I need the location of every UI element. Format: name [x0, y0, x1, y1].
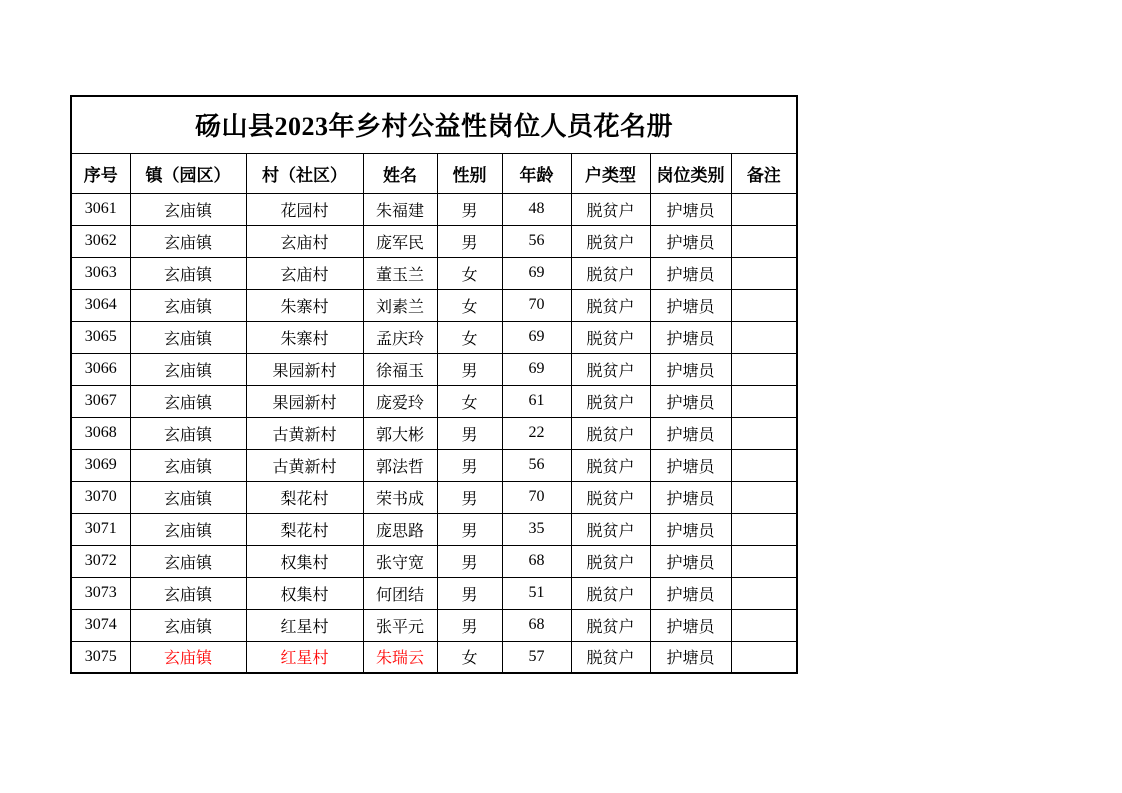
table-row	[71, 545, 797, 577]
table-cell: 果园新村	[246, 385, 363, 417]
table-row	[71, 257, 797, 289]
table-cell: 48	[502, 193, 571, 225]
table-cell: 梨花村	[246, 513, 363, 545]
table-row	[71, 577, 797, 609]
table-cell: 古黄新村	[246, 449, 363, 481]
roster-table	[70, 95, 798, 674]
table-cell: 护塘员	[650, 481, 731, 513]
table-cell: 51	[502, 577, 571, 609]
table-cell: 脱贫户	[571, 481, 650, 513]
table-cell: 脱贫户	[571, 513, 650, 545]
table-cell: 68	[502, 545, 571, 577]
table-cell	[731, 641, 797, 673]
table-cell: 22	[502, 417, 571, 449]
table-cell: 68	[502, 609, 571, 641]
table-cell: 3065	[71, 321, 130, 353]
table-cell: 35	[502, 513, 571, 545]
table-cell: 脱贫户	[571, 577, 650, 609]
table-cell: 脱贫户	[571, 225, 650, 257]
table-cell: 权集村	[246, 545, 363, 577]
table-cell: 3061	[71, 193, 130, 225]
table-cell: 护塘员	[650, 609, 731, 641]
title-row	[71, 96, 797, 153]
table-cell: 玄庙镇	[130, 257, 246, 289]
table-cell: 庞军民	[363, 225, 437, 257]
table-cell	[731, 545, 797, 577]
column-header-name: 姓名	[363, 153, 437, 193]
table-cell: 权集村	[246, 577, 363, 609]
table-cell: 玄庙镇	[130, 289, 246, 321]
table-cell: 69	[502, 257, 571, 289]
table-cell: 56	[502, 449, 571, 481]
table-cell: 玄庙村	[246, 257, 363, 289]
table-cell: 69	[502, 321, 571, 353]
table-cell: 玄庙镇	[130, 609, 246, 641]
table-cell: 3072	[71, 545, 130, 577]
table-cell: 护塘员	[650, 193, 731, 225]
table-row	[71, 321, 797, 353]
table-cell: 男	[437, 481, 502, 513]
table-row	[71, 513, 797, 545]
table-cell: 玄庙镇	[130, 321, 246, 353]
table-row	[71, 481, 797, 513]
table-cell: 玄庙村	[246, 225, 363, 257]
table-cell: 3073	[71, 577, 130, 609]
table-cell: 3070	[71, 481, 130, 513]
table-cell	[731, 513, 797, 545]
table-cell: 护塘员	[650, 449, 731, 481]
table-cell: 护塘员	[650, 225, 731, 257]
table-cell: 荣书成	[363, 481, 437, 513]
table-cell: 玄庙镇	[130, 481, 246, 513]
table-cell: 男	[437, 353, 502, 385]
table-cell: 护塘员	[650, 321, 731, 353]
table-cell: 朱福建	[363, 193, 437, 225]
table-cell: 护塘员	[650, 641, 731, 673]
table-cell: 3075	[71, 641, 130, 673]
table-cell: 果园新村	[246, 353, 363, 385]
table-cell: 红星村	[246, 609, 363, 641]
table-cell: 朱寨村	[246, 289, 363, 321]
table-cell: 男	[437, 577, 502, 609]
table-cell: 女	[437, 321, 502, 353]
column-header-remarks: 备注	[731, 153, 797, 193]
table-cell: 红星村	[246, 641, 363, 673]
roster-table-container	[70, 95, 798, 674]
table-cell: 张平元	[363, 609, 437, 641]
column-header-age: 年龄	[502, 153, 571, 193]
table-cell: 护塘员	[650, 545, 731, 577]
table-cell: 脱贫户	[571, 545, 650, 577]
column-header-village: 村（社区）	[246, 153, 363, 193]
table-cell: 玄庙镇	[130, 641, 246, 673]
table-cell: 女	[437, 385, 502, 417]
table-cell	[731, 289, 797, 321]
table-cell: 57	[502, 641, 571, 673]
table-cell: 脱贫户	[571, 417, 650, 449]
table-row	[71, 385, 797, 417]
table-cell: 56	[502, 225, 571, 257]
table-cell: 郭法哲	[363, 449, 437, 481]
table-cell	[731, 449, 797, 481]
table-cell: 70	[502, 289, 571, 321]
column-header-serial: 序号	[71, 153, 130, 193]
table-cell: 3074	[71, 609, 130, 641]
table-cell: 女	[437, 289, 502, 321]
table-cell: 3066	[71, 353, 130, 385]
table-cell: 玄庙镇	[130, 449, 246, 481]
table-cell: 护塘员	[650, 289, 731, 321]
table-cell: 脱贫户	[571, 193, 650, 225]
table-cell: 护塘员	[650, 385, 731, 417]
column-header-town: 镇（园区）	[130, 153, 246, 193]
table-cell: 脱贫户	[571, 385, 650, 417]
table-cell: 玄庙镇	[130, 385, 246, 417]
table-cell: 玄庙镇	[130, 417, 246, 449]
table-cell	[731, 193, 797, 225]
table-cell: 护塘员	[650, 513, 731, 545]
column-header-position-type: 岗位类别	[650, 153, 731, 193]
table-cell: 3064	[71, 289, 130, 321]
column-header-household-type: 户类型	[571, 153, 650, 193]
table-row	[71, 449, 797, 481]
table-cell: 男	[437, 417, 502, 449]
table-cell: 古黄新村	[246, 417, 363, 449]
table-cell: 69	[502, 353, 571, 385]
table-cell: 脱贫户	[571, 609, 650, 641]
table-cell: 男	[437, 449, 502, 481]
table-cell: 3071	[71, 513, 130, 545]
table-cell	[731, 609, 797, 641]
table-cell: 护塘员	[650, 417, 731, 449]
table-cell: 玄庙镇	[130, 353, 246, 385]
table-cell: 男	[437, 513, 502, 545]
table-cell: 女	[437, 257, 502, 289]
table-row	[71, 609, 797, 641]
table-cell: 3063	[71, 257, 130, 289]
table-cell	[731, 385, 797, 417]
table-cell	[731, 577, 797, 609]
table-cell: 3068	[71, 417, 130, 449]
table-body	[71, 193, 797, 673]
table-cell: 女	[437, 641, 502, 673]
table-cell: 男	[437, 609, 502, 641]
table-cell	[731, 417, 797, 449]
table-title: 砀山县2023年乡村公益性岗位人员花名册	[71, 96, 797, 153]
table-cell: 61	[502, 385, 571, 417]
table-cell: 刘素兰	[363, 289, 437, 321]
table-cell: 男	[437, 225, 502, 257]
table-cell: 何团结	[363, 577, 437, 609]
table-cell: 玄庙镇	[130, 193, 246, 225]
table-cell: 3067	[71, 385, 130, 417]
table-cell: 护塘员	[650, 577, 731, 609]
table-cell: 玄庙镇	[130, 577, 246, 609]
table-row	[71, 193, 797, 225]
table-cell: 董玉兰	[363, 257, 437, 289]
table-cell: 脱贫户	[571, 321, 650, 353]
table-cell	[731, 353, 797, 385]
table-cell: 朱寨村	[246, 321, 363, 353]
table-cell: 脱贫户	[571, 449, 650, 481]
table-cell: 庞爱玲	[363, 385, 437, 417]
table-cell	[731, 321, 797, 353]
table-cell: 脱贫户	[571, 641, 650, 673]
table-cell: 护塘员	[650, 353, 731, 385]
table-cell	[731, 225, 797, 257]
table-cell: 脱贫户	[571, 257, 650, 289]
table-cell	[731, 481, 797, 513]
table-cell: 花园村	[246, 193, 363, 225]
table-cell: 梨花村	[246, 481, 363, 513]
table-cell: 郭大彬	[363, 417, 437, 449]
table-cell: 男	[437, 545, 502, 577]
table-cell: 庞思路	[363, 513, 437, 545]
table-cell: 3062	[71, 225, 130, 257]
table-cell: 脱贫户	[571, 289, 650, 321]
table-row	[71, 417, 797, 449]
table-cell: 玄庙镇	[130, 545, 246, 577]
table-row	[71, 641, 797, 673]
table-row	[71, 289, 797, 321]
table-cell: 护塘员	[650, 257, 731, 289]
table-cell: 70	[502, 481, 571, 513]
table-cell: 玄庙镇	[130, 513, 246, 545]
table-cell: 徐福玉	[363, 353, 437, 385]
table-cell: 3069	[71, 449, 130, 481]
table-cell: 玄庙镇	[130, 225, 246, 257]
table-cell: 孟庆玲	[363, 321, 437, 353]
table-cell: 张守宽	[363, 545, 437, 577]
table-cell	[731, 257, 797, 289]
table-row	[71, 353, 797, 385]
table-cell: 脱贫户	[571, 353, 650, 385]
table-cell: 男	[437, 193, 502, 225]
table-row	[71, 225, 797, 257]
table-cell: 朱瑞云	[363, 641, 437, 673]
header-row	[71, 153, 797, 193]
column-header-gender: 性别	[437, 153, 502, 193]
